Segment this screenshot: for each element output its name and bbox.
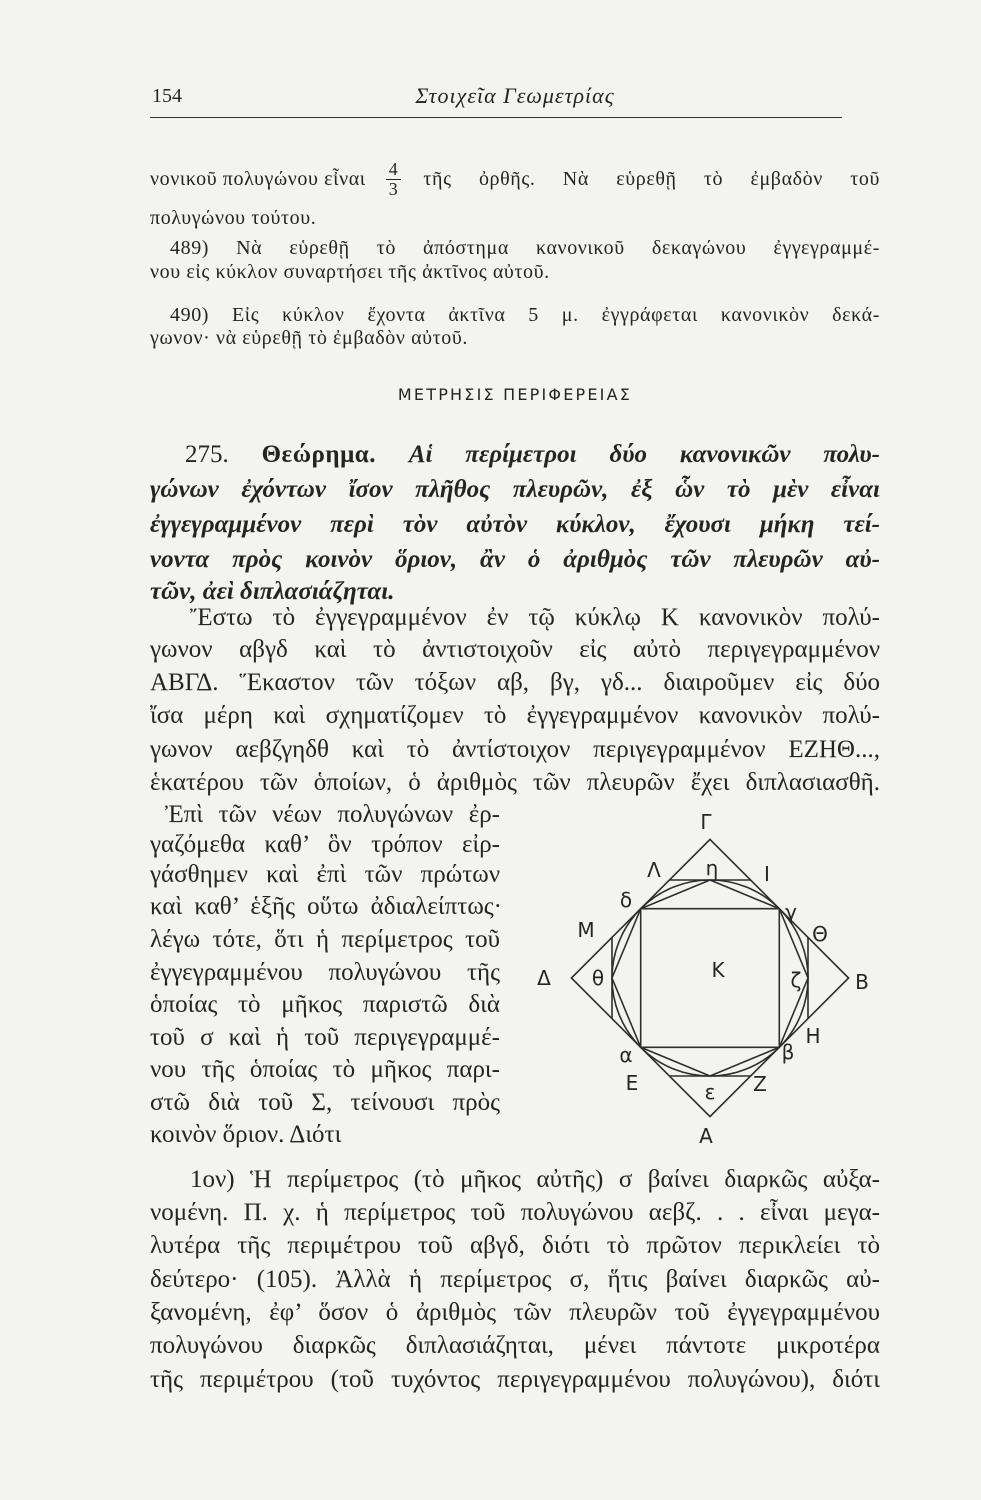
proof-line: γωνον αβγδ καὶ τὸ ἀντιστοιχοῦν εἰς αὐτὸ περιγεγραμμένον bbox=[150, 636, 880, 663]
label-vertex-eta: Η bbox=[805, 1024, 821, 1048]
proof-line-narrow: τοῦ σ καὶ ἡ τοῦ περιγεγραμμέ- bbox=[150, 1024, 500, 1051]
proof-line-narrow: γάσθημεν καὶ ἐπὶ τῶν πρώτων bbox=[150, 861, 500, 888]
theorem-label: Θεώρημα. bbox=[261, 441, 376, 468]
proof-line: ἴσα μέρη καὶ σχηματίζομεν τὸ ἐγγεγραμμένον κανονικὸν πολύ- bbox=[150, 702, 880, 729]
exercise-line-with-fraction bbox=[150, 158, 880, 200]
theorem-text: Αἱ περίμετροι δύο κανονικῶν πολυ- bbox=[408, 441, 881, 468]
proof-line-narrow: κοινὸν ὅριον. Διότι bbox=[150, 1121, 342, 1148]
label-point-zeta: ζ bbox=[790, 968, 802, 992]
proof-line-narrow: Ἐπὶ τῶν νέων πολυγώνων ἐρ- bbox=[165, 801, 500, 828]
label-vertex-epsilon: Ε bbox=[625, 1071, 639, 1095]
label-point-gamma: γ bbox=[785, 900, 797, 924]
theorem-line: γώνων ἐχόντων ἴσον πλῆθος πλευρῶν, ἐξ ὧν τὸ μὲν εἶναι bbox=[150, 476, 880, 503]
text-fragment: τῆς ὀρθῆς. Νὰ εὑρεθῇ τὸ ἐμβαδὸν τοῦ bbox=[423, 167, 880, 190]
header-rule bbox=[150, 117, 842, 118]
exercise-490-line: 490) Εἰς κύκλον ἔχοντα ἀκτῖνα 5 μ. ἐγγράφεται κανονικὸν δεκά- bbox=[170, 304, 880, 326]
proof-line: δεύτερο· (105). Ἀλλὰ ἡ περίμετρος σ, ἥτις βαίνει διαρκῶς αὐ- bbox=[150, 1266, 880, 1293]
theorem-line: τῶν, ἀεὶ διπλασιάζηται. bbox=[150, 578, 395, 605]
proof-line-narrow: καὶ καθ’ ἑξῆς οὕτω ἀδιαλείπτως· bbox=[150, 893, 502, 920]
label-vertex-lambda: Λ bbox=[647, 858, 661, 882]
label-point-delta: δ bbox=[619, 888, 633, 912]
circumscribed-square bbox=[571, 839, 848, 1116]
proof-line-narrow: λέγω τότε, ὅτι ἡ περίμετρος τοῦ bbox=[150, 926, 500, 953]
proof-line: νομένη. Π. χ. ἡ περίμετρος τοῦ πολυγώνου αεβζ. . . εἶναι μεγα- bbox=[150, 1199, 880, 1226]
proof-line: λυτέρα τῆς περιμέτρου τοῦ αβγδ, διότι τὸ πρῶτον περικλείει τὸ bbox=[150, 1232, 880, 1259]
proof-line: ξανομένη, ἐφ’ ὅσον ὁ ἀριθμὸς τῶν πλευρῶν τοῦ ἐγγεγραμμένου bbox=[150, 1299, 880, 1326]
label-center-k: Κ bbox=[711, 958, 725, 982]
label-vertex-left: Δ bbox=[537, 966, 551, 990]
theorem-first-line bbox=[185, 438, 880, 472]
theorem-line: νοντα πρὸς κοινὸν ὅριον, ἂν ὁ ἀριθμὸς τῶν πλευρῶν αὐ- bbox=[150, 546, 880, 573]
proof-line: πολυγώνου διαρκῶς διπλασιάζηται, μένει πάντοτε μικροτέρα bbox=[150, 1332, 880, 1359]
proof-line: ἑκατέρου τῶν ὁποίων, ὁ ἀριθμὸς τῶν πλευρῶν ἔχει διπλασιασθῆ. bbox=[150, 769, 880, 796]
section-heading: ΜΕΤΡΗΣΙΣ ΠΕΡΙΦΕΡΕΙΑΣ bbox=[397, 385, 633, 404]
proof-line: Ἔστω τὸ ἐγγεγραμμένον ἐν τῷ κύκλῳ Κ κανονικὸν πολύ- bbox=[190, 604, 880, 631]
label-point-theta: θ bbox=[591, 966, 605, 990]
running-title: Στοιχεῖα Γεωμετρίας bbox=[415, 83, 615, 108]
proof-line: 1ον) Ἡ περίμετρος (τὸ μῆκος αὐτῆς) σ βαίνει διαρκῶς αὐξα- bbox=[190, 1166, 880, 1193]
label-point-beta: β bbox=[781, 1040, 795, 1064]
label-point-epsilon: ε bbox=[704, 1080, 716, 1104]
inscribed-square bbox=[641, 909, 780, 1048]
page-number: 154 bbox=[152, 85, 182, 107]
theorem-number: 275. bbox=[185, 441, 229, 468]
label-vertex-top: Γ bbox=[700, 810, 712, 834]
fraction bbox=[386, 160, 402, 199]
label-point-eta: η bbox=[705, 856, 719, 880]
exercise-489-line: 489) Νὰ εὑρεθῇ τὸ ἀπόστημα κανονικοῦ δεκαγώνου ἐγγεγραμμέ- bbox=[170, 237, 880, 259]
fraction-numerator: 4 bbox=[386, 160, 402, 180]
proof-line-narrow: νου τῆς ὁποίας τὸ μῆκος παρι- bbox=[150, 1056, 500, 1083]
label-point-alpha: α bbox=[619, 1043, 633, 1067]
label-vertex-bottom: Α bbox=[699, 1124, 713, 1148]
text-fragment: νονικοῦ πολυγώνου εἶναι bbox=[150, 167, 366, 190]
exercise-line: γωνον· νὰ εὑρεθῇ τὸ ἐμβαδὸν αὐτοῦ. bbox=[150, 327, 468, 349]
proof-line: γωνον αεβζγηδθ καὶ τὸ ἀντίστοιχον περιγεγραμμένον ΕΖΗΘ..., bbox=[150, 736, 880, 763]
label-vertex-mu: Μ bbox=[577, 918, 595, 942]
exercise-line: πολυγώνου τούτου. bbox=[150, 207, 317, 229]
proof-line: ΑΒΓΔ. Ἕκαστον τῶν τόξων αβ, βγ, γδ... διαιροῦμεν εἰς δύο bbox=[150, 669, 880, 696]
exercise-line: νου εἰς κύκλον συναρτήσει τῆς ἀκτῖνος αὐτοῦ. bbox=[150, 261, 550, 283]
theorem-line: ἐγγεγραμμένον περὶ τὸν αὐτὸν κύκλον, ἔχουσι μήκη τεί- bbox=[150, 511, 880, 538]
proof-line-narrow: ὁποίας τὸ μῆκος παριστῶ διὰ bbox=[150, 991, 500, 1018]
label-vertex-zeta: Ζ bbox=[753, 1072, 767, 1096]
proof-line-narrow: γαζόμεθα καθ’ ὃν τρόπον εἰρ- bbox=[150, 831, 500, 858]
proof-line: τῆς περιμέτρου (τοῦ τυχόντος περιγεγραμμένου πολυγώνου), διότι bbox=[150, 1366, 880, 1393]
label-vertex-right: Β bbox=[855, 970, 869, 994]
fraction-denominator: 3 bbox=[388, 178, 399, 199]
geometry-figure bbox=[520, 800, 890, 1150]
label-vertex-iota: Ι bbox=[764, 862, 770, 886]
label-vertex-theta: Θ bbox=[812, 922, 828, 946]
proof-line-narrow: στῶ διὰ τοῦ Σ, τείνουσι πρὸς bbox=[150, 1089, 500, 1116]
proof-line-narrow: ἐγγεγραμμένου πολυγώνου τῆς bbox=[150, 959, 500, 986]
